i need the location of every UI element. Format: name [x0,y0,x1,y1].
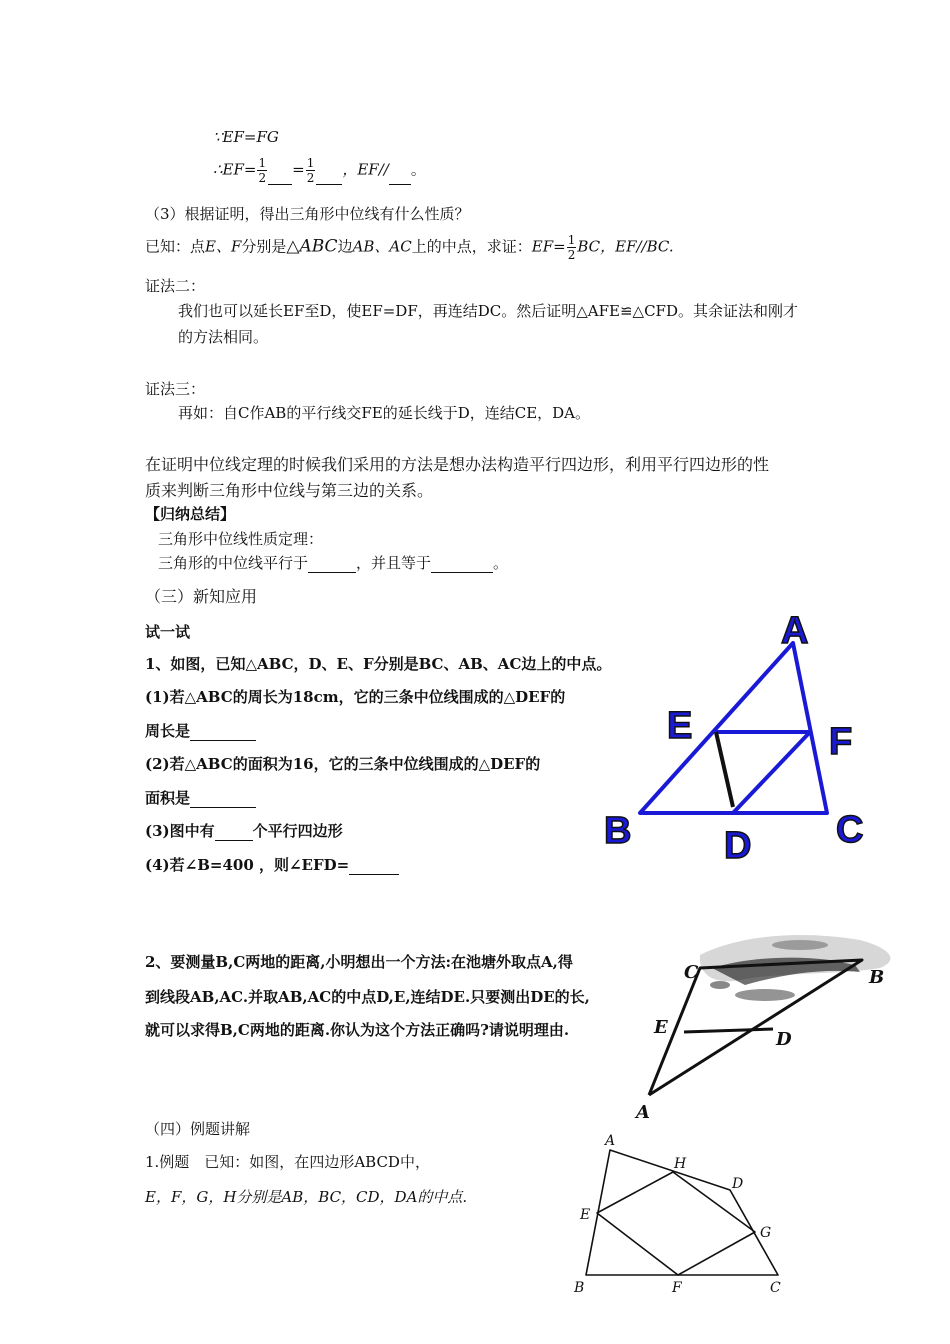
proof-line-2-start: ∴EF= [213,160,257,179]
q1-part-2-answer: 面积是 [145,787,256,808]
equals: = [292,160,305,179]
label-f: F [829,721,853,763]
q1-part-3: (3)图中有 个平行四边形 [145,822,343,840]
paragraph-line-2: 质来判断三角形中位线与第三边的关系。 [145,481,434,500]
method-2-line-2: 的方法相同。 [178,328,269,346]
example-line-1: 1.例题 已知：如图，在四边形ABCD中， [145,1153,430,1171]
label-b: B [574,1280,585,1296]
label-e: E [667,705,693,747]
method-3-title: 证法三： [145,380,206,398]
label-e: E [654,1017,668,1038]
proof-line-2-parallel: ，EF// [342,160,389,179]
q1-part-1-answer: 周长是 [145,720,256,741]
q2-line-2: 到线段AB,AC.并取AB,AC的中点D,E,连结DE.只要测出DE的长, [145,988,590,1006]
q1-part-4: (4)若∠B=400 ，则∠EFD= [145,854,399,875]
label-g: G [760,1225,772,1241]
label-d: D [724,825,752,867]
paragraph-line-1: 在证明中位线定理的时候我们采用的方法是想办法构造平行四边形，利用平行四边形的性 [145,455,770,474]
known-statement: 已知：点E、F分别是△ABC边AB、AC上的中点，求证：EF= $\frac{1}{2}$ BC，EF//BC. [145,233,674,262]
summary-line-1: 三角形中位线性质定理： [158,530,324,548]
example-line-2: E，F，G，H分别是AB，BC，CD，DA的中点. [145,1188,468,1206]
summary-title: 【归纳总结】 [145,505,236,523]
method-2-title: 证法二： [145,277,206,295]
label-h: H [674,1156,687,1172]
q2-line-3: 就可以求得B,C两地的距离.你认为这个方法正确吗?请说明理由. [145,1021,570,1039]
proof-line-2-end: 。 [410,160,426,179]
label-a: A [636,1102,650,1123]
label-c: C [684,962,699,983]
fraction: $\frac{1}{2}$ [258,156,267,185]
label-b: B [869,967,885,988]
try-title: 试一试 [145,623,191,641]
proof-line-1: ∵EF=FG [213,128,279,146]
label-a: A [605,1133,616,1149]
label-a: A [781,610,809,652]
fraction: $\frac{1}{2}$ [306,156,315,185]
section-4-title: （四）例题讲解 [145,1120,251,1138]
label-e: E [580,1207,591,1223]
method-2-line-1: 我们也可以延长EF至D，使EF=DF，再连结DC。然后证明△AFE≌△CFD。其余证法和刚才 [178,302,798,320]
q1-part-1: (1)若△ABC的周长为18cm，它的三条中位线围成的△DEF的 [145,688,566,706]
q1-stem: 1、如图，已知△ABC，D、E、F分别是BC、AB、AC边上的中点。 [145,655,612,673]
label-c: C [770,1280,781,1296]
summary-line-2: 三角形的中位线平行于 ，并且等于 。 [158,554,509,572]
q2-line-1: 2、要测量B,C两地的距离,小明想出一个方法:在池塘外取点A,得 [145,953,573,971]
method-3-line-1: 再如：自C作AB的平行线交FE的延长线于D，连结CE，DA。 [178,404,591,422]
label-f: F [672,1280,682,1296]
label-d: D [776,1029,792,1050]
label-b: B [604,810,632,852]
fraction: $\frac{1}{2}$ [567,233,576,262]
q1-part-2: (2)若△ABC的面积为16，它的三条中位线围成的△DEF的 [145,755,541,773]
question-3: （3）根据证明，得出三角形中位线有什么性质？ [145,205,470,223]
section-3-title: （三）新知应用 [145,587,258,606]
label-c: C [836,809,864,851]
label-d: D [732,1176,744,1192]
